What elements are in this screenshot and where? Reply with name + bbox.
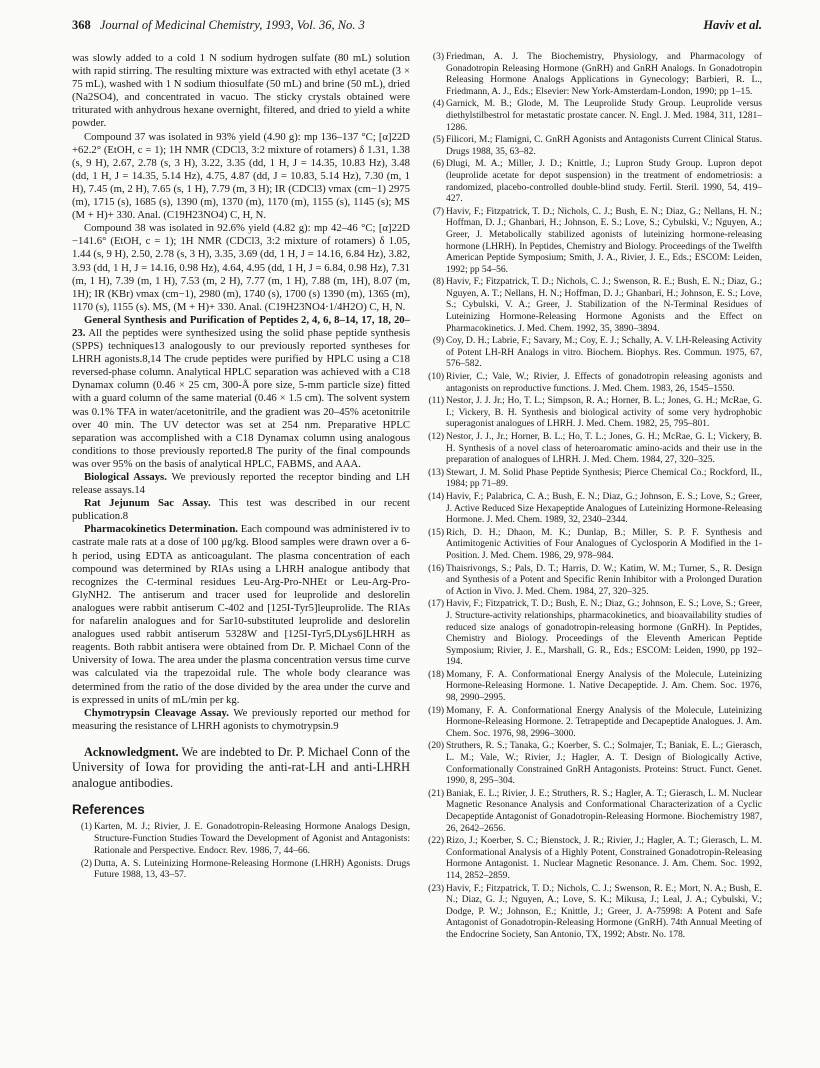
ack-heading: Acknowledgment.	[84, 744, 179, 759]
left-column	[72, 52, 410, 1052]
reference-text: Stewart, J. M. Solid Phase Peptide Synthesis; Pierce Chemical Co.; Rockford, IL, 1984; pp 71–89.	[446, 467, 762, 490]
reference-item	[424, 432, 762, 467]
reference-number: (19)	[428, 705, 444, 716]
reference-text: Haviv, F.; Palabrica, C. A.; Bush, E. N.; Diaz, G.; Johnson, E. S.; Love, S.; Greer, J. Active Reduced Size Hexapeptide Analogues of Luteinizing Hormone-Releasing Hormone. J. Med. Chem. 1989, 32, 2340–2344.	[446, 491, 762, 526]
reference-text: Karten, M. J.; Rivier, J. E. Gonadotropin-Releasing Hormone Analogs Design, Structure-Function Studies Toward the Development of Agonist and Antagonists: Rationale and Perspective. Endocr. Rev. 1986, 7, 44–66.	[94, 821, 410, 856]
reference-item	[424, 336, 762, 371]
reference-item	[424, 99, 762, 134]
reference-item	[424, 207, 762, 277]
reference-item	[424, 599, 762, 669]
reference-item	[424, 528, 762, 563]
section-jejunum-assay	[72, 497, 410, 523]
reference-number: (23)	[428, 883, 444, 894]
reference-text: Struthers, R. S.; Tanaka, G.; Koerber, S. C.; Solmajer, T.; Baniak, E. L.; Gierasch, L. M.; Vale, W.; Rivier, J.; Hagler, A. T. Design of Biologically Active, Conformationally Constrained GnRH Antagonists. Proteins: Struct. Funct. Genet. 1990, 8, 295–304.	[446, 741, 762, 787]
reference-text: Rivier, C.; Vale, W.; Rivier, J. Effects of gonadotropin releasing agonists and antagonists on reproductive functions. J. Med. Chem. 1983, 26, 1545–1550.	[446, 372, 762, 394]
section-pharmacokinetics	[72, 523, 410, 706]
reference-number: (9)	[432, 336, 444, 347]
reference-text: Friedman, A. J. The Biochemistry, Physiology, and Pharmacology of Gonadotropin Releasing Hormone (GnRH) and GnRH Analogs. In Gonadotropin Releasing Hormone Analogs Applications in Gynecology; Barbieri, R. L., Friedmann, A. J., Eds.; Elsevier: New York-Amsterdam-London, 1990; pp 1–15.	[446, 52, 762, 97]
reference-number: (1)	[80, 821, 92, 833]
reference-text: Coy, D. H.; Labrie, F.; Savary, M.; Coy, E. J.; Schally, A. V. LH-Releasing Activity of Potent LH-RH Analogs in vitro. Biochem. Biophys. Res. Commun. 1975, 67, 576–582.	[446, 336, 762, 370]
reference-text: Dutta, A. S. Luteinizing Hormone-Releasing Hormone (LHRH) Agonists. Drugs Future 1988, 13, 43–57.	[94, 857, 410, 881]
reference-item	[424, 836, 762, 882]
acknowledgment	[72, 745, 410, 791]
section-chymotrypsin	[72, 707, 410, 733]
reference-item	[72, 821, 410, 856]
paragraph-workup: was slowly added to a cold 1 N sodium hydrogen sulfate (80 mL) solution with rapid stirring. The resulting mixture was extracted with ethyl acetate (3 × 75 mL), washed with 1 N sodium thiosulfate (50 mL) and brine (50 mL), dried (Na2SO4), and concentrated in vacuo. The sticky crystals obtained were triturated with anhydrous hexane overnight, filtered, and dried to yield a white powder.	[72, 52, 410, 130]
reference-item	[424, 372, 762, 395]
reference-text: Haviv, F.; Fitzpatrick, T. D.; Nichols, C. J.; Bush, E. N.; Diaz, G.; Nellans, H. N.; Hoffman, D. J.; Ghanbari, H.; Johnson, E. S.; Love, S.; Cybulski, V.; Nguyen, A.; Greer, J. Metabolically stabilized agonists of luteinizing hormone-releasing hormone (LHRH). In Peptides, Chemistry and Biology. Proceedings of the Twelfth American Peptide Symposium; Smith, J. A., Rivier, J. E., Eds.; ESCOM: Leiden, 1992; pp 54–56.	[446, 206, 762, 275]
reference-item	[424, 706, 762, 741]
reference-number: (21)	[428, 788, 444, 799]
reference-number: (18)	[428, 669, 444, 680]
paragraph-compound-37: Compound 37 was isolated in 93% yield (4.90 g): mp 136–137 °C; [α]22D +62.2° (EtOH, c = 1); 1H NMR (CDCl3, 3:2 mixture of rotamers) δ 1.31, 1.38 (s, 9 H), 2.67, 2.78 (s, 3 H), 3.22, 3.35 (dd, 1 H, J = 14.35, 10.83 Hz), 3.48 (dd, 1 H, J = 14.35, 5.14 Hz), 4.75, 4.87 (dd, J = 10.83, 5.14 Hz), 7.30 (m, 1 H), 7.45 (m, 2 H), 7.65 (s, 1 H), 7.79 (m, 3 H); IR (CDCl3) νmax (cm−1) 2975 (m), 1715 (s), 1685 (s), 1390 (m), 1370 (m), 1170 (m), 1155 (s), 1145 (s); MS (M + H)+ 330. Anal. (C19H23NO4) C, H, N.	[72, 130, 410, 222]
reference-number: (13)	[428, 467, 444, 478]
reference-number: (16)	[428, 563, 444, 574]
section-text: We previously reported our method for measuring the resistance of LHRH agonists to chymotrypsin.9	[72, 706, 410, 732]
right-column	[424, 52, 762, 1052]
page-number: 368	[72, 18, 91, 32]
reference-text: Thaisrivongs, S.; Pals, D. T.; Harris, D. W.; Katim, W. M.; Turner, S., R. Design and Synthesis of a Potent and Specific Renin Inhibitor with a Prolonged Duration of Action in Vivo. J. Med. Chem. 1984, 27, 320–325.	[446, 563, 762, 597]
section-heading: General Synthesis and Purification of Peptides 2, 4, 6, 8–14, 17, 18, 20–23.	[72, 313, 410, 339]
reference-number: (3)	[432, 52, 444, 62]
section-peptide-synthesis	[72, 314, 410, 471]
reference-number: (7)	[432, 206, 444, 217]
reference-text: Baniak, E. L.; Rivier, J. E.; Struthers, R. S.; Hagler, A. T.; Gierasch, L. M. Nuclear Magnetic Resonance Analysis and Conformational Characterization of a Cyclic Decapeptide Antagonist of Gonadotropin-Releasing Hormone. Biochemistry 1987, 26, 2642–2656.	[446, 788, 762, 834]
reference-number: (6)	[432, 159, 444, 170]
reference-text: Haviv, F.; Fitzpatrick, T. D.; Bush, E. N.; Diaz, G.; Johnson, E. S.; Love, S.; Greer, J. Structure-activity relationships, pharmacokinetics, and bioavailability studies of reduced size analogs of gonadotropin-releasing hormone (GnRH). In Peptides, Chemistry and Biology. Proceedings of the Eleventh American Peptide Symposium; Rivier, J. E., Marshall, G. R., Eds.; ESCOM: Leiden, 1990, pp 192–194.	[446, 599, 762, 668]
reference-item	[424, 277, 762, 335]
reference-number: (10)	[428, 372, 444, 383]
reference-text: Momany, F. A. Conformational Energy Analysis of the Molecule, Luteinizing Hormone-Releasing Hormone. 2. Tetrapeptide and Decapeptide Analogues. J. Am. Chem. Soc. 1976, 98, 2996–3000.	[446, 705, 762, 739]
reference-item	[424, 564, 762, 599]
ack-text: We are indebted to Dr. P. Michael Conn of the University of Iowa for providing the anti-rat-LH and anti-LHRH analogue antibodies.	[72, 744, 410, 790]
reference-number: (20)	[428, 741, 444, 752]
section-heading: Pharmacokinetics Determination.	[84, 523, 238, 536]
reference-number: (2)	[80, 857, 92, 869]
section-heading: Chymotrypsin Cleavage Assay.	[84, 706, 229, 719]
reference-number: (12)	[428, 432, 444, 442]
reference-list	[72, 821, 410, 881]
section-text: We previously reported the receptor binding and LH release assays.14	[72, 471, 410, 497]
references-heading: References	[72, 802, 145, 818]
reference-number: (4)	[432, 99, 444, 110]
section-text: Each compound was administered iv to castrate male rats at a dose of 100 μg/kg. Blood samples were drawn over a 6-h period, using EDTA as anticoagulant. The plasma concentration of each compound was determined by RIAs using a LHRH analogue antibody that recognizes the C-terminal residues Leu-Arg-Pro-NHEt or Leu-Arg-Pro-GlyNH2. The antiserum and tracer used for leuprolide and deslorelin analogues were rabbit antiserum C-402 and [125I-Tyr5]leuprolide. The RIAs for nafarelin analogues and for Sar10-substituted leuprolide and deslorelin analogues used rabbit antiserum 5328W and [125I-Tyr5,DLys6]LHRH as reagents. Both rabbit antisera were obtained from Dr. P. Michael Conn of the University of Iowa. The area under the plasma concentration versus time curve was calculated via the trapezoidal rule. The whole body clearance was determined from the ratio of the dose divided by the area under the curve and is expressed in units of mL/min per kg.	[72, 523, 410, 706]
reference-item	[424, 789, 762, 835]
reference-text: Nestor, J. J., Jr.; Horner, B. L.; Ho, T. L.; Jones, G. H.; McRae, G. I.; Vickery, B. H. Synthesis of a novel class of heteroaromatic amino-acids and their use in the preparation of analogues of LHRH. J. Med. Chem. 1984, 27, 320–325.	[446, 432, 762, 466]
reference-item	[424, 492, 762, 527]
reference-number: (22)	[428, 836, 444, 847]
reference-text: Rizo, J.; Koerber, S. C.; Bienstock, J. R.; Rivier, J.; Hagler, A. T.; Gierasch, L. M. Conformational Analysis of a Highly Potent, Constrained Gonadotropin-Releasing Hormone Antagonist. 1. Nuclear Magnetic Resonance. J. Am. Chem. Soc. 1992, 114, 2852–2859.	[446, 836, 762, 881]
reference-list	[424, 52, 762, 942]
reference-text: Dlugi, M. A.; Miller, J. D.; Knittle, J.; Lupron Study Group. Lupron depot (leuprolide acetate for depot suspension) in the treatment of endometriosis: a randomized, placebo-controlled double-blind study. Fertil. Steril. 1990, 54, 419–427.	[446, 159, 762, 205]
reference-text: Haviv, F.; Fitzpatrick, T. D.; Nichols, C. J.; Swenson, R. E.; Bush, E. N.; Diaz, G.; Nguyen, A. T.; Nellans, H. N.; Hoffman, D. J.; Ghanbari, H.; Johnson, E. S.; Love, S.; Cybulski, V. A.; Greer, J. Stabilization of the N-Terminal Residues of Luteinizing Hormone-Releasing Hormone Agonists and the Effect on Pharmacokinetics. J. Med. Chem. 1992, 35, 3890–3894.	[446, 277, 762, 334]
reference-item	[424, 884, 762, 942]
section-heading: Biological Assays.	[84, 471, 167, 483]
reference-text: Momany, F. A. Conformational Energy Analysis of the Molecule, Luteinizing Hormone-Releasing Hormone. 1. Native Decapeptide. J. Am. Chem. Soc. 1976, 98, 2990–2995.	[446, 669, 762, 704]
reference-text: Garnick, M. B.; Glode, M. The Leuprolide Study Group. Leuprolide versus diethylstilbestrol for metastatic prostate cancer. N. Engl. J. Med. 1984, 311, 1281–1286.	[446, 99, 762, 133]
running-authors: Haviv et al.	[703, 18, 762, 32]
section-biological-assays	[72, 471, 410, 497]
section-heading: Rat Jejunum Sac Assay.	[84, 497, 211, 510]
reference-number: (8)	[432, 277, 444, 288]
reference-text: Haviv, F.; Fitzpatrick, T. D.; Nichols, C. J.; Swenson, R. E.; Mort, N. A.; Bush, E. N.; Diaz, G. J.; Nguyen, A.; Love, S. K.; Mikusa, J.; Leal, J. A.; Cybulski, V.; Dodge, P. W.; Johnson, E.; Knittle, J.; Greer, J. A-75998: A Potent and Safe Antagonist of Gonadotropin-Releasing Hormone (GnRH). 74th Annual Meeting of the Endocrine Society, San Antonio, TX, 1992; Abstr. No. 178.	[446, 883, 762, 940]
reference-item	[424, 396, 762, 431]
reference-item	[72, 858, 410, 882]
reference-number: (17)	[428, 599, 444, 610]
reference-number: (5)	[432, 135, 444, 146]
reference-number: (14)	[428, 491, 444, 502]
reference-item	[424, 670, 762, 705]
reference-number: (15)	[428, 527, 444, 538]
journal-citation: Journal of Medicinal Chemistry, 1993, Vol. 36, No. 3	[99, 18, 365, 32]
section-text: All the peptides were synthesized using the solid phase peptide synthesis (SPPS) techniques13 analogously to our previously reported syntheses for LHRH agonists.8,14 The crude peptides were purified by HPLC using a C18 reversed-phase column. Analytical HPLC separation was achieved with a C18 Dynamax column (0.46 × 25 cm, 300-Å pore size, 5-mm particle size) fitted with a guard column of the same material (0.46 × 1.5 cm). The solvent system was 0.1% TFA in water/acetonitrile, and the gradient was 20–45% acetonitrile over 40 min. The UV detector was set at 254 nm. Preparative HPLC separation was accomplished with a C18 Dynamax column using analogous conditions to those previously reported.8 The purity of the final compounds was over 95% on the basis of analytical HPLC, FABMS, and AAA.	[72, 326, 410, 470]
section-text: This test was described in our recent publication.8	[72, 497, 410, 523]
reference-text: Nestor, J. J. Jr.; Ho, T. L.; Simpson, R. A.; Horner, B. L.; Jones, G. H.; McRae, G. I.; Vickery, B. H. Synthesis and biological activity of some very hydrophobic superagonist analogues of LHRH. J. Med. Chem. 1982, 25, 795–801.	[446, 396, 762, 430]
reference-item	[424, 741, 762, 787]
reference-item	[424, 159, 762, 205]
reference-item	[424, 52, 762, 98]
paragraph-compound-38: Compound 38 was isolated in 92.6% yield (4.82 g): mp 42–46 °C; [α]22D −141.6° (EtOH, c = 1); 1H NMR (CDCl3, 3:2 mixture of rotamers) δ 1.05, 1.44 (s, 9 H), 2.50, 2.78 (s, 3 H), 3.35, 3.69 (dd, 1 H, J = 14.16, 6.84 Hz), 3.82, 3.93 (dd, 1 H, J = 14.16, 0.98 Hz), 4.64, 4.95 (dd, 1 H, J = 6.84, 0.98 Hz), 7.31 (m, 1 H), 7.39 (m, 1 H), 7.53 (m, 2 H), 7.77 (m, 1 H), 7.88 (m, 1H), 8.07 (m, 1H); IR (KBr) νmax (cm−1), 2980 (m), 1740 (s), 1700 (s) 1390 (m), 1365 (m), 1170 (s), 1155 (s). MS, (M + H)+ 330. Anal. (C19H23NO4·1/4H2O) C, H, N.	[72, 222, 410, 313]
reference-text: Filicori, M.; Flamigni, C. GnRH Agonists and Antagonists Current Clinical Status. Drugs 1988, 35, 63–82.	[446, 135, 762, 157]
reference-text: Rich, D. H.; Dhaon, M. K.; Dunlap, B.; Miller, S. P. F. Synthesis and Antimitogenic Activities of Four Analogues of Cyclosporin A Modified in the 1-Position. J. Med. Chem. 1986, 29, 978–984.	[446, 527, 762, 561]
reference-number: (11)	[428, 396, 444, 407]
page-header	[72, 18, 762, 38]
reference-item	[424, 468, 762, 491]
reference-item	[424, 135, 762, 158]
